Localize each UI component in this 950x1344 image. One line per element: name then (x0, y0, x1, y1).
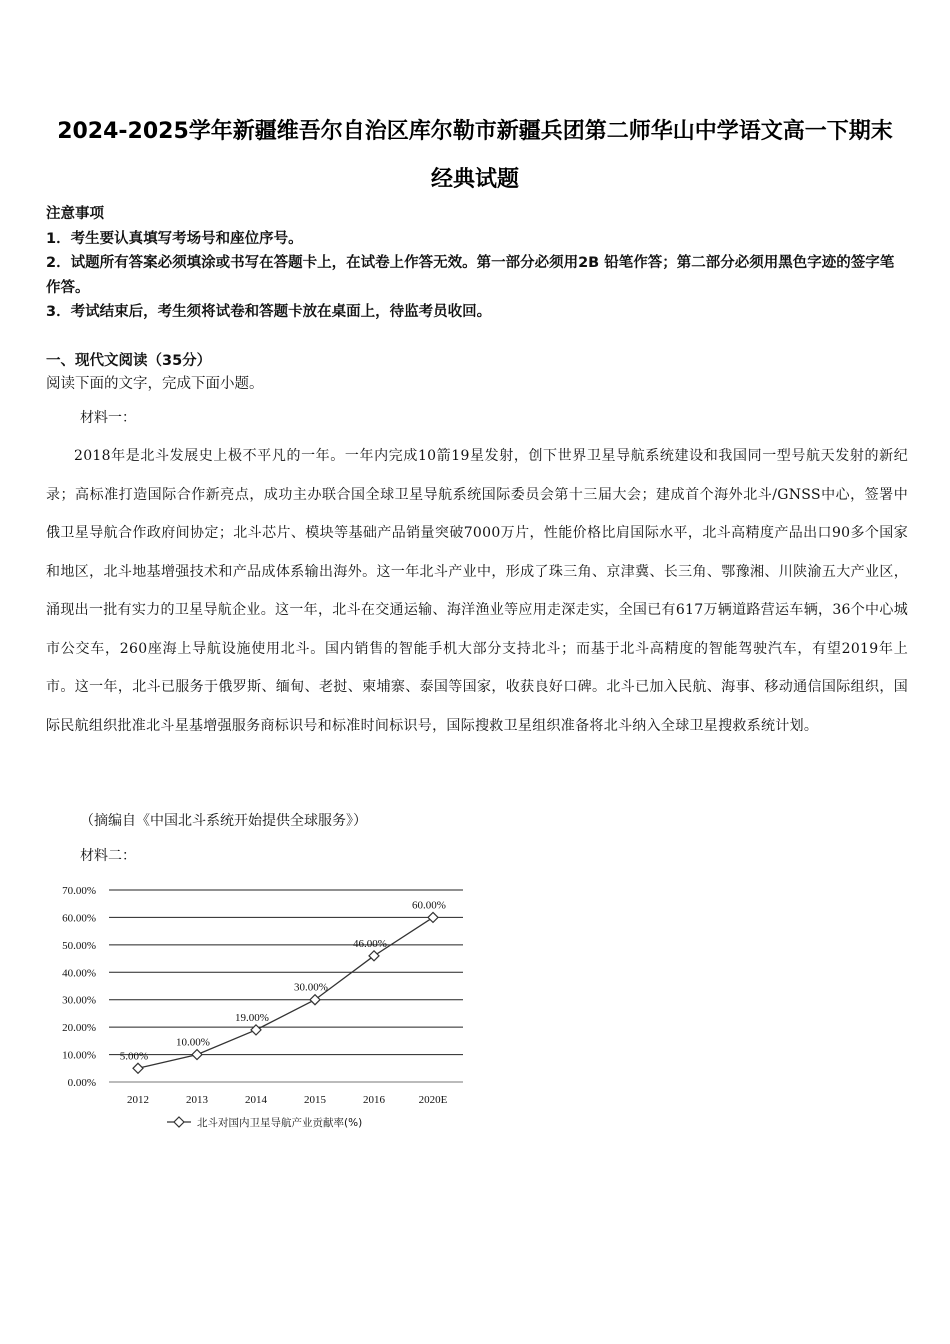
material-1-text: 2018年是北斗发展史上极不平凡的一年。一年内完成10箭19星发射，创下世界卫星导航系统建设和我国同一型号航天发射的新纪录；高标准打造国际合作新亮点，成功主办联合国全球卫星导航系统国际委员会第十三届大会；建成首个海外北斗/GNSS中心，签署中俄卫星导航合作政府间协定；北斗芯片、模块等基础产品销量突破7000万片，性能价格比肩国际水平，北斗高精度产品出口90多个国家和地区，北斗地基增强技术和产品成体系输出海外。这一年北斗产业中，形成了珠三角、京津冀、长三角、鄂豫湘、川陕渝五大产业区，涌现出一批有实力的卫星导航企业。这一年，北斗在交通运输、海洋渔业等应用走深走实，全国已有617万辆道路营运车辆，36个中心城市公交车，260座海上导航设施使用北斗。国内销售的智能手机大部分支持北斗；而基于北斗高精度的智能驾驶汽车，有望2019年上市。这一年，北斗已服务于俄罗斯、缅甸、老挝、柬埔寨、泰国等国家，收获良好口碑。北斗已加入民航、海事、移动通信国际组织，国际民航组织批准北斗星基增强服务商标识号和标准时间标识号，国际搜救卫星组织准备将北斗纳入全球卫星搜救系统计划。 (46, 448, 908, 734)
notes-block (46, 202, 906, 325)
y-tick-label: 20.00% (62, 1022, 96, 1035)
data-label: 60.00% (412, 899, 446, 912)
y-tick-label: 70.00% (62, 885, 96, 897)
section-instruction: 阅读下面的文字，完成下面小题。 (46, 376, 264, 392)
data-point-marker (192, 1050, 202, 1060)
data-label: 30.00% (294, 981, 328, 994)
y-tick-label: 50.00% (62, 939, 96, 952)
y-tick-label: 30.00% (62, 994, 96, 1007)
x-tick-label: 2014 (245, 1094, 267, 1106)
exam-title-line-1: 2024-2025学年新疆维吾尔自治区库尔勒市新疆兵团第二师华山中学语文高一下期末 (57, 119, 893, 144)
notes-item: 3．考试结束后，考生须将试卷和答题卡放在桌面上，待监考员收回。 (46, 304, 492, 320)
data-point-marker (251, 1025, 261, 1035)
contribution-line-chart (55, 875, 475, 1140)
legend-marker (174, 1117, 184, 1127)
y-tick-label: 10.00% (62, 1049, 96, 1062)
notes-item: 1．考生要认真填写考场号和座位序号。 (46, 230, 303, 247)
material-1-source: （摘编自《中国北斗系统开始提供全球服务》） (80, 813, 367, 829)
x-tick-label: 2020E (418, 1094, 448, 1106)
data-point-marker (310, 995, 320, 1005)
data-label: 19.00% (235, 1011, 269, 1024)
data-point-marker (428, 912, 438, 922)
data-label: 46.00% (353, 937, 387, 950)
x-tick-label: 2012 (127, 1094, 149, 1106)
x-tick-label: 2013 (186, 1094, 208, 1106)
data-point-marker (369, 951, 379, 961)
data-point-marker (133, 1063, 143, 1073)
data-label: 5.00% (119, 1050, 149, 1063)
material-2-label: 材料二： (80, 848, 136, 864)
y-tick-label: 60.00% (62, 912, 96, 925)
y-tick-label: 0.00% (67, 1077, 96, 1089)
notes-item: 2．试题所有答案必须填涂或书写在答题卡上，在试卷上作答无效。第一部分必须用2B 铅笔作答；第二部分必须用黑色字迹的签字笔作答。 (46, 255, 895, 296)
x-tick-label: 2015 (304, 1094, 326, 1106)
legend-label: 北斗对国内卫星导航产业贡献率(%) (197, 1117, 363, 1129)
section-heading: 一、现代文阅读（35分） (46, 353, 212, 369)
notes-heading: 注意事项 (46, 206, 104, 222)
exam-title-line-2: 经典试题 (430, 167, 519, 192)
material-1-label: 材料一： (80, 410, 136, 426)
y-tick-label: 40.00% (62, 967, 96, 980)
data-label: 10.00% (176, 1036, 210, 1049)
x-tick-label: 2016 (363, 1094, 385, 1106)
